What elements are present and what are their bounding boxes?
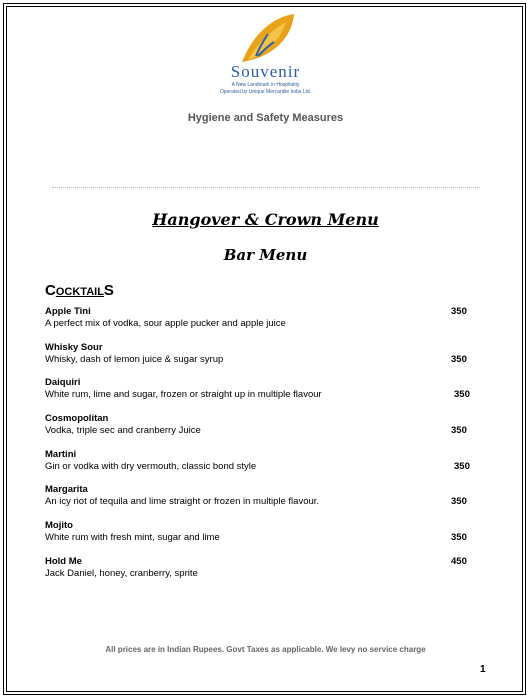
menu-title: Hangover & Crown Menu: [152, 210, 379, 229]
menu-item: [45, 413, 475, 437]
item-description: Jack Daniel, honey, cranberry, sprite: [45, 568, 198, 579]
item-description: A perfect mix of vodka, sour apple pucker and apple juice: [45, 318, 286, 329]
menu-item: [45, 484, 475, 508]
section-heading-cocktails: [45, 282, 114, 299]
menu-item: [45, 449, 475, 473]
brand-name: Souvenir: [230, 62, 301, 81]
menu-item: [45, 306, 475, 330]
item-price: 350: [451, 354, 467, 365]
menu-item: [45, 556, 475, 580]
divider: [52, 187, 480, 188]
souvenir-logo-icon: [234, 12, 298, 66]
bar-menu-title: Bar Menu: [223, 246, 308, 264]
item-price: 350: [454, 461, 470, 472]
item-name: Cosmopolitan: [45, 413, 109, 424]
item-name: Martini: [45, 449, 77, 460]
item-description: Whisky, dash of lemon juice & sugar syrup: [45, 354, 224, 365]
section-middle: OCKTAIL: [55, 286, 104, 298]
menu-item: [45, 377, 475, 401]
item-description: Vodka, triple sec and cranberry Juice: [45, 425, 201, 436]
item-name: Hold Me: [45, 556, 82, 567]
section-last-letter: S: [103, 282, 114, 299]
item-price: 350: [451, 425, 467, 436]
item-name: Apple Tini: [45, 306, 91, 317]
brand-tagline: A New Landmark in Hospitality: [231, 82, 300, 88]
item-description: White rum with fresh mint, sugar and lime: [45, 532, 220, 543]
item-name: Whisky Sour: [45, 342, 103, 353]
item-price: 350: [451, 496, 467, 507]
item-name: Mojito: [45, 520, 73, 531]
item-price: 450: [451, 556, 467, 567]
menu-item: [45, 520, 475, 544]
item-price: 350: [451, 532, 467, 543]
hygiene-notice: Hygiene and Safety Measures: [187, 112, 344, 124]
brand-operator: Operated by Unique Mercantile India Ltd.: [219, 89, 312, 95]
footer-note: All prices are in Indian Rupees. Govt Taxes as applicable. We levy no service charge: [105, 645, 426, 654]
page-number: 1: [480, 664, 486, 675]
menu-item: [45, 342, 475, 366]
item-name: Daiquiri: [45, 377, 81, 388]
item-price: 350: [454, 389, 470, 400]
item-name: Margarita: [45, 484, 88, 495]
item-price: 350: [451, 306, 467, 317]
item-description: An icy riot of tequila and lime straight or frozen in multiple flavour.: [45, 496, 320, 507]
item-description: White rum, lime and sugar, frozen or straight up in multiple flavour: [45, 389, 322, 400]
item-description: Gin or vodka with dry vermouth, classic bond style: [45, 461, 257, 472]
section-first-letter: C: [45, 282, 56, 299]
